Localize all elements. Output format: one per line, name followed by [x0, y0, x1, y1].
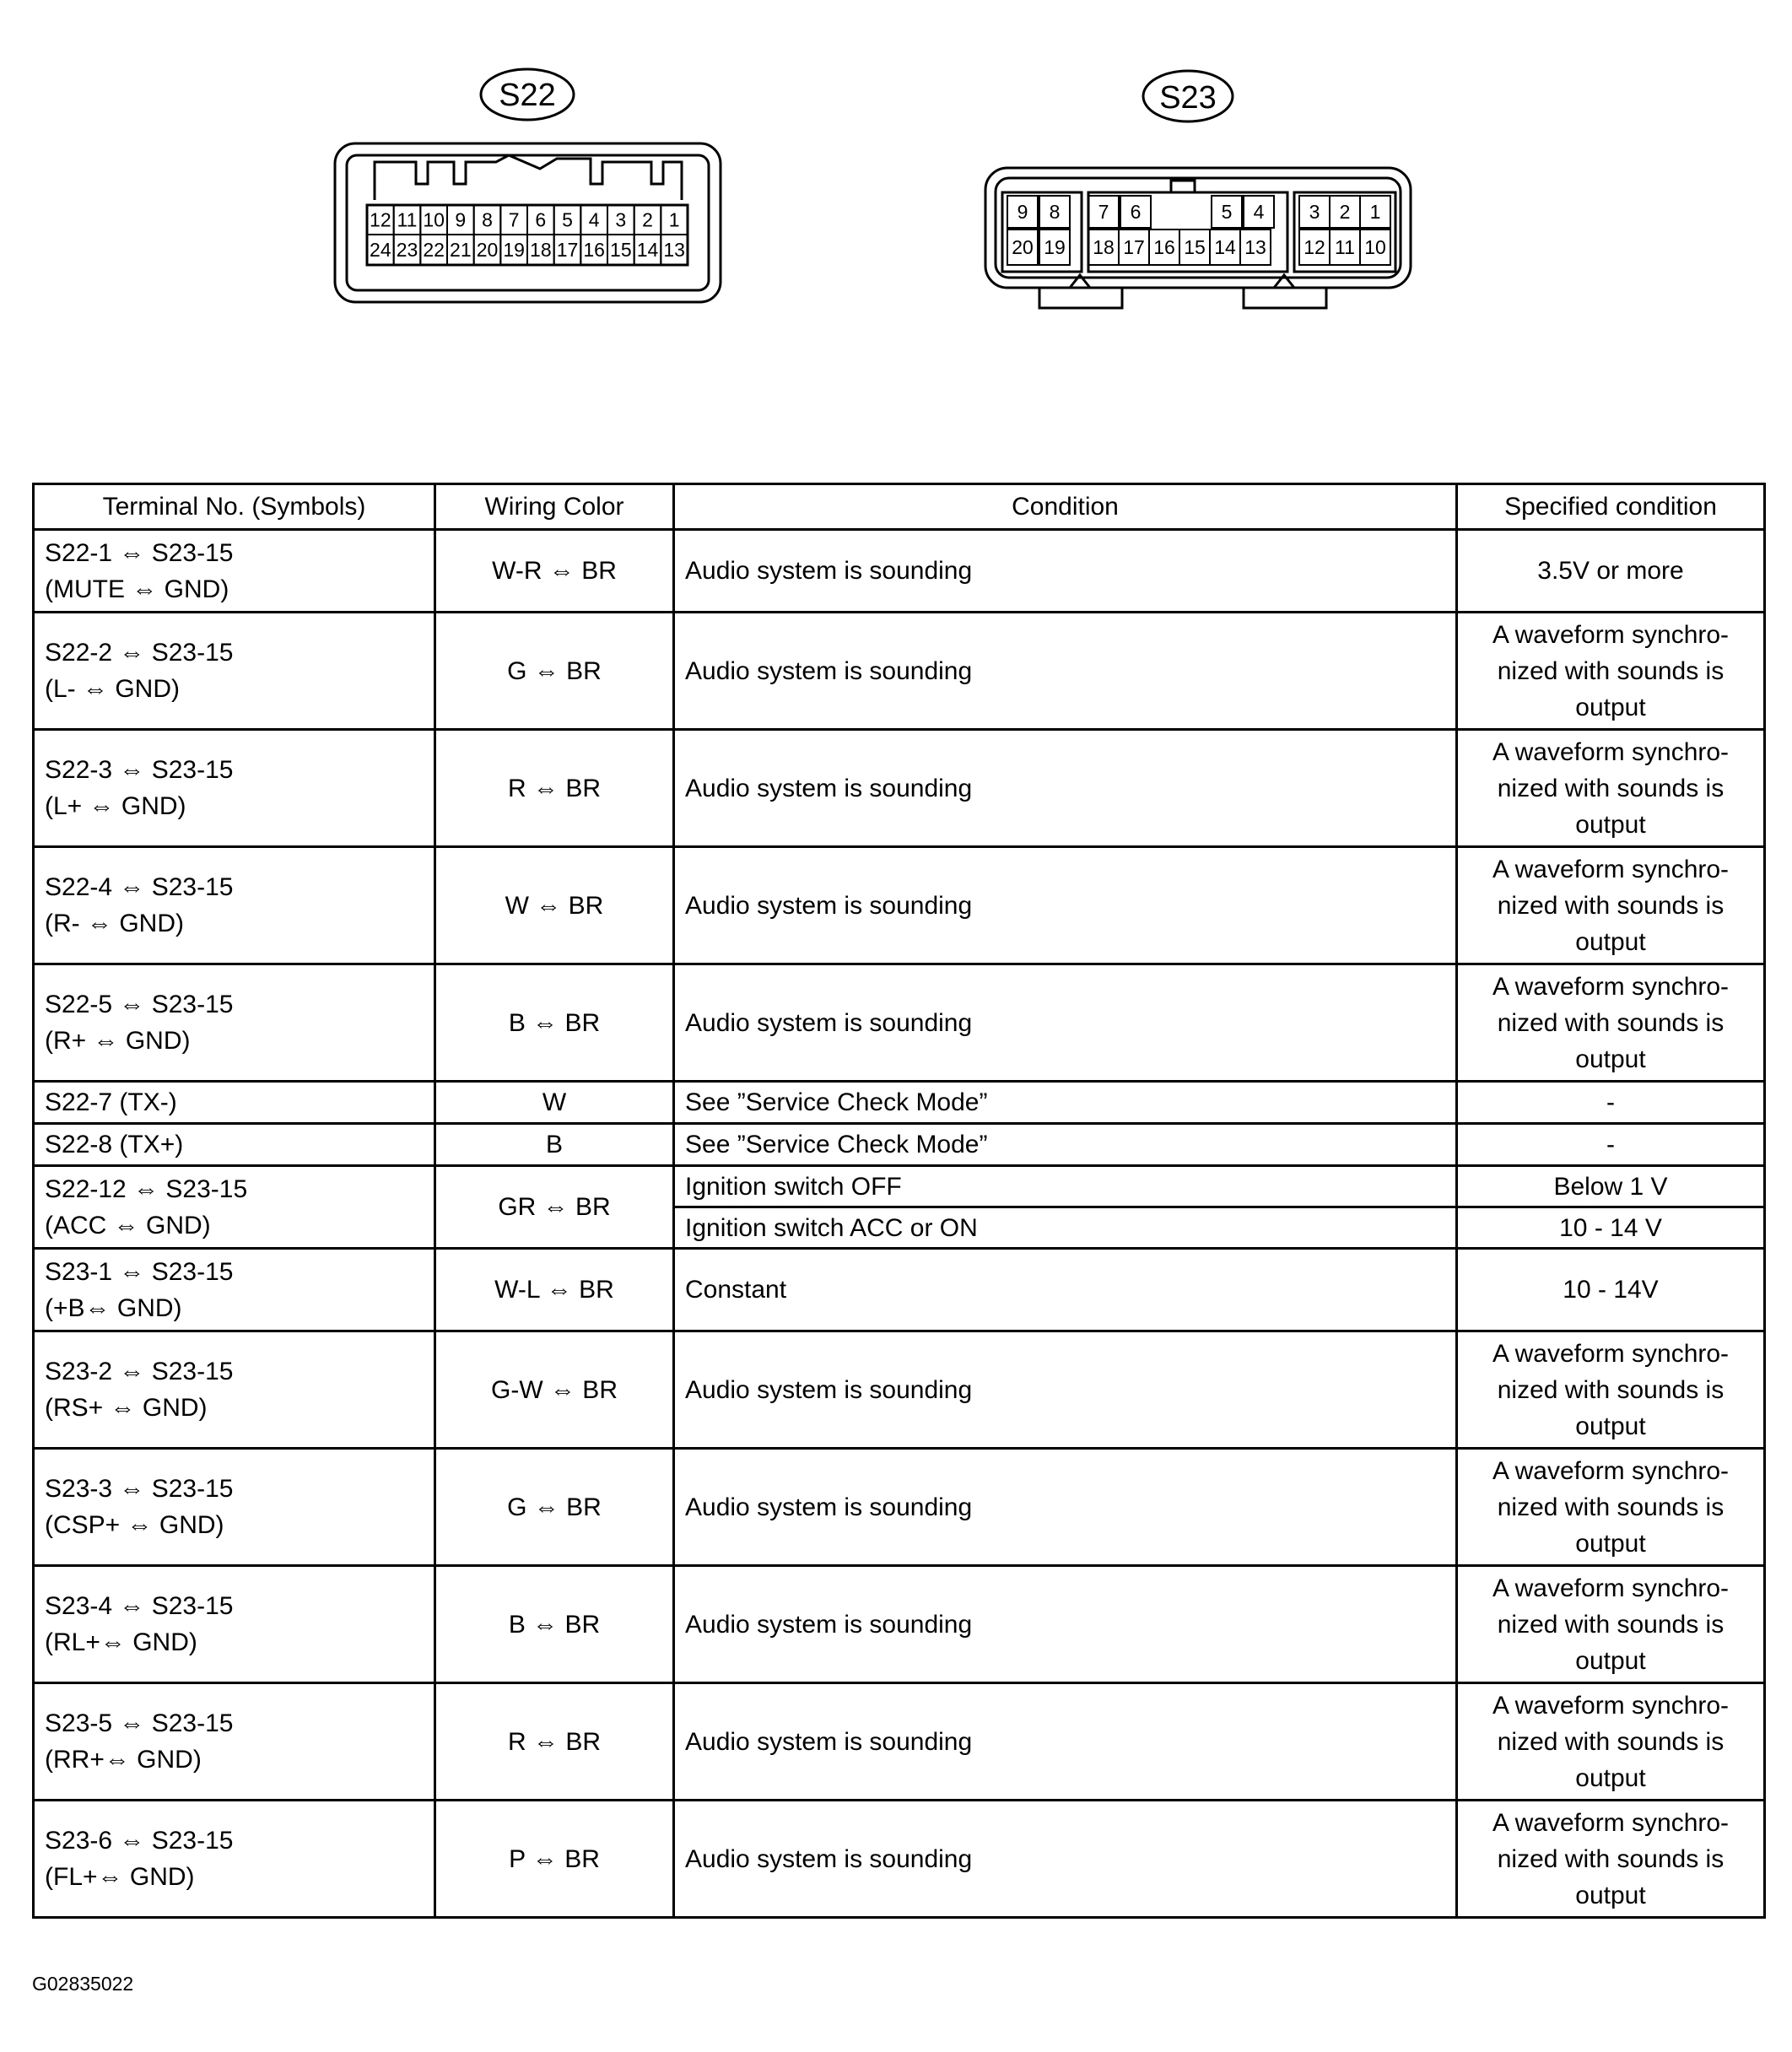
spec-cell	[1457, 1331, 1765, 1449]
spec-cell	[1457, 1566, 1765, 1683]
s22-pin: 22	[423, 239, 445, 261]
terminal-symbols: (L- ⇔ GND)	[45, 675, 180, 703]
wiring-color-cell: R ⇔ BR	[435, 1683, 674, 1801]
spec-line: output	[1575, 1412, 1646, 1440]
terminal-pins: S22-5 ⇔ S23-15	[45, 991, 234, 1018]
s23-pin: 1	[1369, 201, 1381, 223]
terminal-cell: S22-7 (TX-)	[34, 1082, 435, 1124]
table-row	[34, 1683, 1765, 1801]
terminal-cell	[34, 847, 435, 964]
s23-pin: 10	[1364, 236, 1386, 258]
s23-pin: 11	[1335, 236, 1355, 258]
terminal-symbols: (RS+ ⇔ GND)	[45, 1394, 208, 1422]
spec-line: nized with sounds is	[1497, 1008, 1725, 1037]
terminal-cell	[34, 964, 435, 1082]
s23-pin: 12	[1304, 236, 1325, 258]
table-row	[34, 530, 1765, 613]
condition-cell: Audio system is sounding	[674, 1683, 1457, 1801]
s22-pin: 6	[535, 208, 547, 231]
wiring-color-cell: G-W ⇔ BR	[435, 1331, 674, 1449]
spec-line: A waveform synchro-	[1492, 1691, 1730, 1720]
s22-pin: 23	[396, 239, 418, 261]
terminal-symbols: (R+ ⇔ GND)	[45, 1027, 191, 1055]
terminal-pins: S22-1 ⇔ S23-15	[45, 538, 234, 567]
wiring-color-cell: W-L ⇔ BR	[435, 1249, 674, 1331]
wiring-color-cell: B ⇔ BR	[435, 1566, 674, 1683]
s23-label: S23	[1159, 80, 1217, 116]
condition-cell: Ignition switch OFF	[674, 1166, 1457, 1207]
spec-line: A waveform synchro-	[1492, 1808, 1730, 1837]
s22-pin: 18	[530, 239, 552, 261]
spec-line: A waveform synchro-	[1492, 620, 1730, 649]
s22-pin: 17	[556, 239, 579, 261]
spec-line: A waveform synchro-	[1492, 855, 1730, 883]
s22-pin: 16	[583, 239, 605, 261]
terminal-cell	[34, 613, 435, 730]
s23-pin: 20	[1012, 236, 1034, 258]
s22-pin: 9	[455, 208, 467, 231]
terminal-cell: S22-8 (TX+)	[34, 1124, 435, 1166]
terminal-symbols: (L+ ⇔ GND)	[45, 792, 186, 820]
spec-line: output	[1575, 810, 1646, 839]
s23-pin: 2	[1339, 201, 1351, 223]
terminal-symbols: (ACC ⇔ GND)	[45, 1211, 211, 1239]
spec-line: output	[1575, 927, 1646, 956]
wiring-color-cell: W	[435, 1082, 674, 1124]
spec-line: nized with sounds is	[1497, 891, 1725, 920]
terminal-pins: S22-3 ⇔ S23-15	[45, 756, 234, 784]
s23-pin: 13	[1244, 236, 1266, 258]
table-row	[34, 1124, 1765, 1166]
terminal-pins: S23-3 ⇔ S23-15	[45, 1475, 234, 1503]
terminal-pins: S23-1 ⇔ S23-15	[45, 1257, 234, 1286]
s22-key-profile	[375, 155, 682, 200]
s23-pin: 5	[1221, 201, 1233, 223]
wiring-color-cell: W-R ⇔ BR	[435, 530, 674, 613]
s22-pin: 19	[503, 239, 525, 261]
condition-cell: Audio system is sounding	[674, 964, 1457, 1082]
connector-diagrams	[0, 0, 1792, 354]
s23-pin: 7	[1098, 201, 1109, 223]
wiring-color-cell: W ⇔ BR	[435, 847, 674, 964]
spec-line: nized with sounds is	[1497, 774, 1725, 802]
s23-pin: 15	[1184, 236, 1206, 258]
wiring-color-cell: B ⇔ BR	[435, 964, 674, 1082]
table-row	[34, 1566, 1765, 1683]
spec-line: output	[1575, 1529, 1646, 1558]
s22-pin: 12	[370, 208, 391, 231]
wiring-color-cell: R ⇔ BR	[435, 730, 674, 847]
s22-connector	[335, 69, 721, 302]
spec-cell	[1457, 964, 1765, 1082]
s23-key	[1171, 181, 1195, 192]
s23-latch-right	[1244, 288, 1326, 308]
figure-id: G02835022	[32, 1973, 134, 1995]
condition-cell: Audio system is sounding	[674, 1449, 1457, 1566]
terminal-symbols: (CSP+ ⇔ GND)	[45, 1511, 224, 1539]
spec-cell: 10 - 14V	[1457, 1249, 1765, 1331]
s23-latch-left	[1039, 288, 1122, 308]
spec-line: nized with sounds is	[1497, 1727, 1725, 1756]
terminal-pins: S22-4 ⇔ S23-15	[45, 873, 234, 901]
spec-line: A waveform synchro-	[1492, 1574, 1730, 1602]
spec-cell	[1457, 1801, 1765, 1918]
s23-connector	[985, 71, 1411, 308]
s23-pin: 16	[1153, 236, 1175, 258]
s22-pin: 2	[642, 208, 653, 231]
s22-label: S22	[499, 78, 556, 113]
terminal-pins: S23-4 ⇔ S23-15	[45, 1592, 234, 1620]
s22-pin: 15	[610, 239, 632, 261]
terminal-pins: S23-6 ⇔ S23-15	[45, 1827, 234, 1855]
spec-cell: 10 - 14 V	[1457, 1207, 1765, 1249]
header-wiring-color: Wiring Color	[435, 484, 674, 530]
s22-pin: 4	[588, 208, 600, 231]
condition-cell: Audio system is sounding	[674, 1331, 1457, 1449]
terminal-cell	[34, 530, 435, 613]
wiring-color-cell: P ⇔ BR	[435, 1801, 674, 1918]
table-row	[34, 730, 1765, 847]
wiring-color-cell: GR ⇔ BR	[435, 1166, 674, 1249]
spec-line: nized with sounds is	[1497, 1610, 1725, 1639]
spec-line: output	[1575, 693, 1646, 721]
s22-pin: 20	[476, 239, 499, 261]
s22-pin: 10	[423, 208, 445, 231]
table-row	[34, 1249, 1765, 1331]
condition-cell: Audio system is sounding	[674, 1566, 1457, 1683]
s22-pin: 14	[636, 239, 659, 261]
s23-pin: 3	[1309, 201, 1320, 223]
spec-cell: Below 1 V	[1457, 1166, 1765, 1207]
condition-cell: Constant	[674, 1249, 1457, 1331]
spec-cell: -	[1457, 1082, 1765, 1124]
wiring-color-cell: G ⇔ BR	[435, 1449, 674, 1566]
condition-cell: Audio system is sounding	[674, 847, 1457, 964]
spec-line: nized with sounds is	[1497, 1844, 1725, 1873]
s22-pin: 13	[663, 239, 685, 261]
table-header-row	[34, 484, 1765, 530]
spec-line: A waveform synchro-	[1492, 737, 1730, 766]
s23-pin: 14	[1214, 236, 1236, 258]
s23-pin: 8	[1049, 201, 1061, 223]
s22-pin: 7	[508, 208, 520, 231]
header-specified-condition: Specified condition	[1457, 484, 1765, 530]
terminal-cell	[34, 1683, 435, 1801]
s22-pin: 24	[370, 239, 391, 261]
table-row	[34, 964, 1765, 1082]
spec-cell	[1457, 730, 1765, 847]
terminal-symbols: (+B⇔ GND)	[45, 1293, 182, 1322]
terminal-cell	[34, 1249, 435, 1331]
terminal-cell	[34, 1331, 435, 1449]
s23-pin: 9	[1017, 201, 1028, 223]
terminal-symbols: (FL+⇔ GND)	[45, 1863, 195, 1891]
condition-cell: See ”Service Check Mode”	[674, 1124, 1457, 1166]
table-row	[34, 1331, 1765, 1449]
table-row	[34, 1082, 1765, 1124]
spec-cell: -	[1457, 1124, 1765, 1166]
wiring-color-cell: B	[435, 1124, 674, 1166]
condition-cell: Audio system is sounding	[674, 1801, 1457, 1918]
spec-line: output	[1575, 1881, 1646, 1909]
spec-line: nized with sounds is	[1497, 656, 1725, 685]
spec-cell	[1457, 1449, 1765, 1566]
spec-line: A waveform synchro-	[1492, 972, 1730, 1001]
terminal-cell	[34, 1166, 435, 1249]
spec-line: A waveform synchro-	[1492, 1456, 1730, 1485]
s23-pin: 18	[1093, 236, 1115, 258]
terminal-symbols: (RR+⇔ GND)	[45, 1746, 202, 1774]
spec-cell	[1457, 1683, 1765, 1801]
s23-pin: 4	[1253, 201, 1265, 223]
spec-line: output	[1575, 1045, 1646, 1073]
spec-line: nized with sounds is	[1497, 1375, 1725, 1404]
spec-cell	[1457, 613, 1765, 730]
terminal-cell	[34, 1801, 435, 1918]
terminal-cell	[34, 730, 435, 847]
terminal-symbols: (RL+⇔ GND)	[45, 1628, 197, 1656]
condition-cell: Ignition switch ACC or ON	[674, 1207, 1457, 1249]
condition-cell: Audio system is sounding	[674, 730, 1457, 847]
table-row	[34, 1449, 1765, 1566]
spec-cell	[1457, 847, 1765, 964]
condition-cell: Audio system is sounding	[674, 530, 1457, 613]
wiring-color-cell: G ⇔ BR	[435, 613, 674, 730]
table-row	[34, 847, 1765, 964]
header-condition: Condition	[674, 484, 1457, 530]
terminal-cell	[34, 1566, 435, 1683]
s23-pin: 19	[1044, 236, 1066, 258]
table-row	[34, 1166, 1765, 1207]
terminal-spec-table	[32, 483, 1766, 1919]
terminal-pins: S22-2 ⇔ S23-15	[45, 639, 234, 667]
terminal-pins: S23-5 ⇔ S23-15	[45, 1709, 234, 1737]
terminal-cell	[34, 1449, 435, 1566]
spec-line: A waveform synchro-	[1492, 1339, 1730, 1368]
s23-pin: 6	[1130, 201, 1142, 223]
header-terminal: Terminal No. (Symbols)	[34, 484, 435, 530]
s23-pin: 17	[1123, 236, 1145, 258]
s22-pin: 21	[450, 239, 472, 261]
table-row	[34, 613, 1765, 730]
s22-pin-cells	[367, 205, 688, 265]
s22-pin: 8	[482, 208, 493, 231]
s22-pin: 1	[668, 208, 680, 231]
terminal-symbols: (MUTE ⇔ GND)	[45, 575, 229, 603]
terminal-pins: S23-2 ⇔ S23-15	[45, 1358, 234, 1385]
terminal-pins: S22-12 ⇔ S23-15	[45, 1174, 248, 1203]
table-row	[34, 1801, 1765, 1918]
s23-pin-cells	[1007, 196, 1390, 265]
s22-pin: 11	[397, 208, 418, 231]
spec-line: nized with sounds is	[1497, 1493, 1725, 1521]
s22-pin: 3	[615, 208, 627, 231]
condition-cell: See ”Service Check Mode”	[674, 1082, 1457, 1124]
condition-cell: Audio system is sounding	[674, 613, 1457, 730]
s22-pin: 5	[562, 208, 573, 231]
spec-line: output	[1575, 1646, 1646, 1675]
spec-cell: 3.5V or more	[1457, 530, 1765, 613]
spec-line: output	[1575, 1763, 1646, 1792]
terminal-symbols: (R- ⇔ GND)	[45, 910, 184, 937]
